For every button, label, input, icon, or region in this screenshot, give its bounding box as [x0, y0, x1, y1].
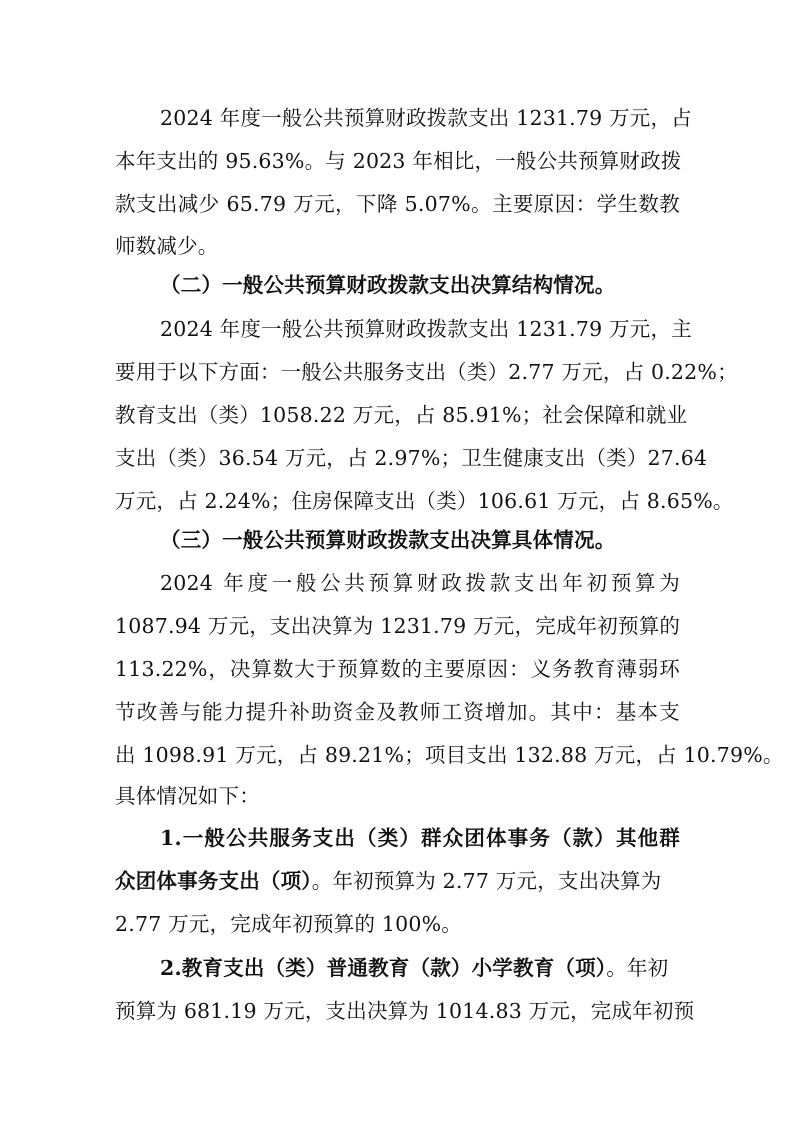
paragraph-line: 2024 年度一般公共预算财政拨款支出 1231.79 万元，占	[160, 106, 692, 130]
paragraph-line: 预算为 681.19 万元，支出决算为 1014.83 万元，完成年初预	[115, 999, 695, 1023]
section-heading-3: （三）一般公共预算财政拨款支出决算具体情况。	[160, 528, 616, 552]
item-2-heading: 2.教育支出（类）普通教育（款）小学教育（项）	[160, 956, 607, 980]
paragraph-line: 1087.94 万元，支出决算为 1231.79 万元，完成年初预算的	[115, 614, 681, 638]
item-1-heading: 1.一般公共服务支出（类）群众团体事务（款）其他群	[160, 826, 680, 850]
item-2-line	[160, 948, 680, 988]
paragraph-line: 款支出减少 65.79 万元，下降 5.07%。主要原因：学生数教	[115, 192, 680, 216]
paragraph-line: 2024 年度一般公共预算财政拨款支出年初预算为	[160, 571, 680, 595]
paragraph-line: 具体情况如下：	[115, 784, 260, 808]
paragraph-line: 2024 年度一般公共预算财政拨款支出 1231.79 万元，主	[160, 317, 692, 341]
item-1-line	[115, 861, 680, 901]
paragraph-line: 支出（类）36.54 万元，占 2.97%；卫生健康支出（类）27.64	[115, 446, 708, 470]
paragraph-line: 教育支出（类）1058.22 万元，占 85.91%；社会保障和就业	[115, 403, 688, 427]
paragraph-line: 要用于以下方面：一般公共服务支出（类）2.77 万元，占 0.22%；	[115, 360, 738, 384]
paragraph-line: 2.77 万元，完成年初预算的 100%。	[115, 912, 462, 936]
paragraph-line: 节改善与能力提升补助资金及教师工资增加。其中：基本支	[115, 700, 680, 724]
paragraph-line: 本年支出的 95.63%。与 2023 年相比，一般公共预算财政拨	[115, 149, 682, 173]
paragraph-line: 万元，占 2.24%；住房保障支出（类）106.61 万元，占 8.65%。	[115, 489, 734, 513]
section-heading-2: （二）一般公共预算财政拨款支出决算结构情况。	[160, 273, 616, 297]
paragraph-line: 113.22%，决算数大于预算数的主要原因：义务教育薄弱环	[115, 657, 680, 681]
item-2-text: 。年初	[606, 956, 669, 980]
item-1-heading-tail: 众团体事务支出（项）	[115, 869, 312, 893]
paragraph-line: 出 1098.91 万元，占 89.21%；项目支出 132.88 万元，占 10.79%。	[115, 743, 784, 767]
item-1-text: 。年初预算为 2.77 万元，支出决算为	[311, 869, 662, 893]
paragraph-line: 师数减少。	[115, 234, 219, 258]
